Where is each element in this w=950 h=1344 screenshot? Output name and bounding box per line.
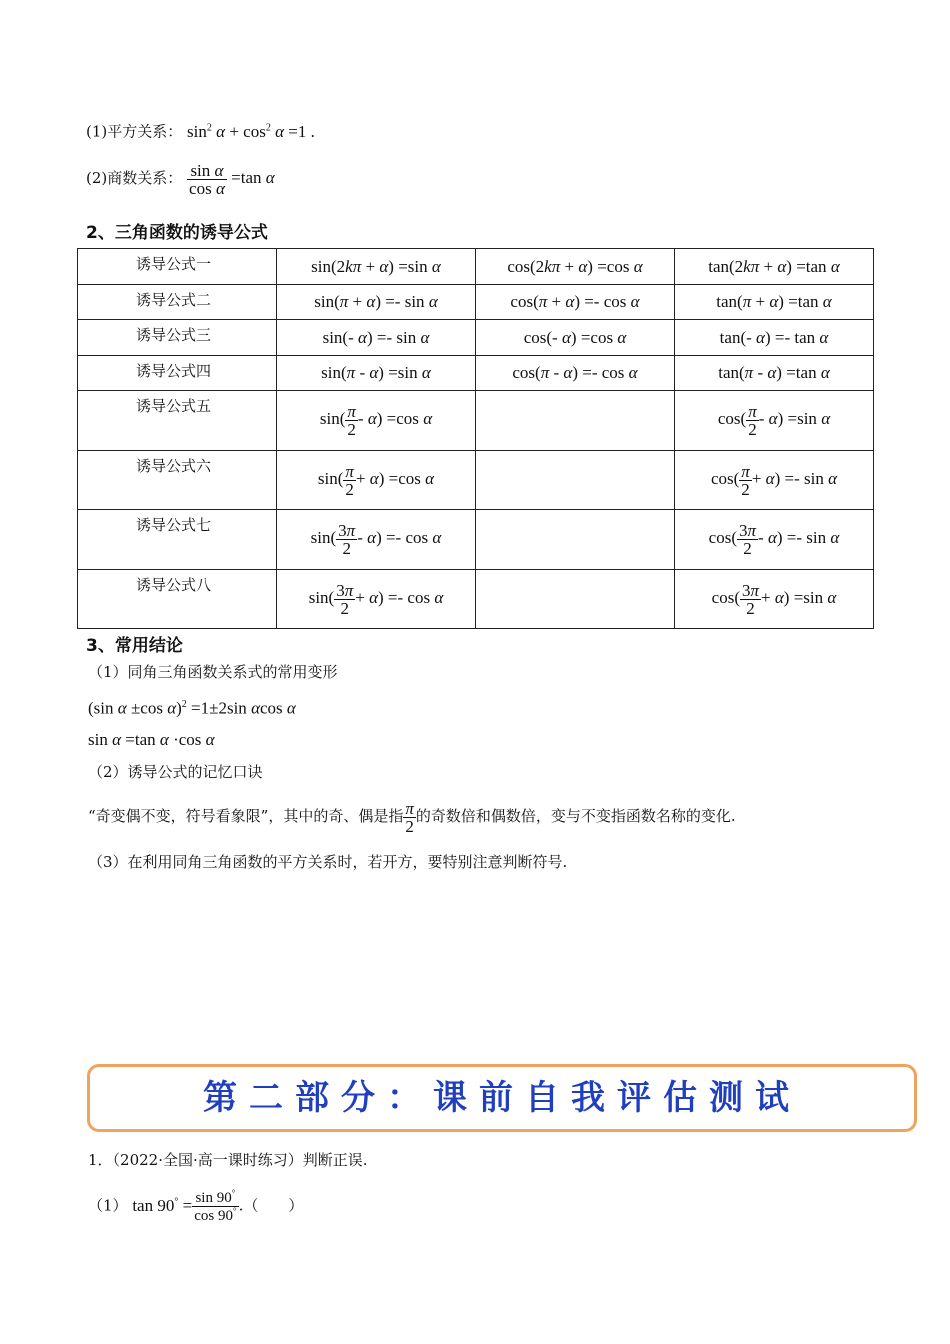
mnemonic-before: “奇变偶不变，符号看象限”，其中的奇、偶是指 xyxy=(88,807,404,825)
induction-formula-table xyxy=(77,248,874,629)
question-source: （2022·全国·高一课时练习）判断正误. xyxy=(112,1151,368,1169)
question-number: 1． xyxy=(88,1151,113,1169)
part2-banner xyxy=(87,1064,917,1132)
sub-question-tail: .（ ） xyxy=(238,1196,304,1215)
conclusion-item-3: （3）在利用同角三角函数的平方关系时，若开方，要特别注意判断符号. xyxy=(88,853,568,871)
sub-question-formula: tan 90° = $\frac{\sin 90^\circ}{\cos 90^\circ}$ xyxy=(132,1188,237,1225)
square-relation-formula: $\sin^2 \alpha + \cos^2 \alpha =1$ . xyxy=(187,121,315,141)
table-row: 诱导公式六 sin( $\frac{\pi}{2}$ + α) =cos α cos( $\frac{\pi}{2}$ + α) =- sin α xyxy=(78,451,874,510)
part2-banner-title: 第二部分：课前自我评估测试 xyxy=(203,1078,801,1118)
section2-title: 2、三角函数的诱导公式 xyxy=(86,223,268,243)
table-row: 诱导公式五 sin( $\frac{\pi}{2}$ - α) =cos α cos( $\frac{\pi}{2}$ - α) =sin α xyxy=(78,391,874,451)
formula-name-6: 诱导公式六 xyxy=(78,451,277,510)
formula-name-3: 诱导公式三 xyxy=(78,320,277,356)
formula-name-4: 诱导公式四 xyxy=(78,356,277,391)
quotient-relation xyxy=(86,158,275,198)
table-row: 诱导公式四 sin(π - α) =sin α cos(π - α) =- cos α tan(π - α) =tan α xyxy=(78,356,874,391)
mnemonic xyxy=(88,796,736,836)
table-row: 诱导公式一 sin(2kπ + α) =sin α cos(2kπ + α) =cos α tan(2kπ + α) =tan α xyxy=(78,249,874,285)
formula-name-7: 诱导公式七 xyxy=(78,510,277,570)
table-row: 诱导公式三 sin(- α) =- sin α cos(- α) =cos α tan(- α) =- tan α xyxy=(78,320,874,356)
pi-over-2: $\frac{\pi}{2}$ xyxy=(405,798,414,836)
quotient-relation-label: (2)商数关系： xyxy=(86,169,183,187)
question-1 xyxy=(88,1150,368,1170)
square-relation-label: (1)平方关系： xyxy=(86,122,183,141)
quotient-relation-formula: $\frac{\text{sin α}}{\text{cos α}}$ =tan α xyxy=(189,160,275,198)
formula-name-1: 诱导公式一 xyxy=(78,249,277,285)
identity-square-sum: (sin α ±cos α)$^2$ =1±2sin αcos α xyxy=(88,698,296,718)
mnemonic-after: 的奇数倍和偶数倍，变与不变指函数名称的变化. xyxy=(415,807,736,825)
formula-name-8: 诱导公式八 xyxy=(78,570,277,629)
section3-title: 3、常用结论 xyxy=(86,636,183,656)
table-row: 诱导公式二 sin(π + α) =- sin α cos(π + α) =- cos α tan(π + α) =tan α xyxy=(78,285,874,320)
question-1-sub-1 xyxy=(88,1180,303,1228)
table-row: 诱导公式七 sin( $\frac{3\pi}{2}$ - α) =- cos α cos( $\frac{3\pi}{2}$ - α) =- sin α xyxy=(78,510,874,570)
formula-name-5: 诱导公式五 xyxy=(78,391,277,451)
conclusion-item-2: （2）诱导公式的记忆口诀 xyxy=(88,763,263,781)
square-relation xyxy=(86,118,315,142)
sub-question-label: （1） xyxy=(88,1196,128,1215)
table-row: 诱导公式八 sin( $\frac{3\pi}{2}$ + α) =- cos α cos( $\frac{3\pi}{2}$ + α) =sin α xyxy=(78,570,874,629)
identity-sin-tan: sin α =tan α ·cos α xyxy=(88,730,215,749)
conclusion-item-1: （1）同角三角函数关系式的常用变形 xyxy=(88,663,338,681)
formula-name-2: 诱导公式二 xyxy=(78,285,277,320)
